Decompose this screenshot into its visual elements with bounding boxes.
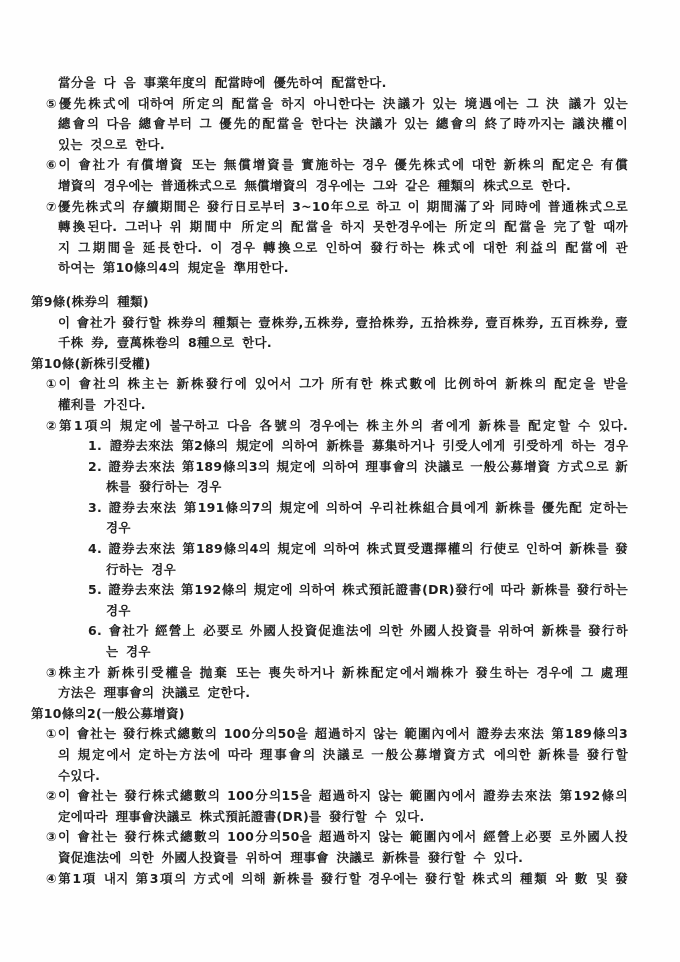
list-item-continuation: 株를 發行하는 경우 xyxy=(106,479,222,495)
text-line: 의 規定에서 定하는方法에 따라 理事會의 決議로 一般公募增資方式 에의한 新株를 發行할 xyxy=(58,747,628,762)
text-line: 總會의 다음 總會부터 그 優先的配當을 한다는 決議가 있는 總會의 終了時까지는 議決權이 xyxy=(58,116,628,132)
list-item: 5. 證券去來法 第192條의 規定에 의하여 株式預託證書(DR)發行에 따라 新株를 發行하는 xyxy=(88,582,628,598)
text-line: ⑥이 會社가 有償增資 또는 無償增資를 實施하는 경우 優先株式에 대한 新株의 配定은 有償 xyxy=(46,157,628,173)
text-line: 資促進法에 의한 外國人投資를 위하여 理事會 決議로 新株를 發行할 수 있다. xyxy=(58,849,524,865)
text-line: 權利를 가진다. xyxy=(58,396,146,412)
text-line: ③株主가 新株引受權을 抛棄 또는 喪失하거나 新株配定에서端株가 發生하는 경우에 그 處理 xyxy=(46,664,628,680)
text-line: 이 會社가 發行할 株券의 種類는 壹株券,五株券, 壹拾株券, 五拾株券, 壹百株券, 五百株券, 壹 xyxy=(58,314,628,330)
list-item: 2. 證券去來法 第189條의3의 規定에 의하여 理事會의 決議로 一般公募增資 方式으로 新 xyxy=(88,458,628,474)
text-line: 하여는 第10條의4의 規定을 準用한다. xyxy=(58,260,289,276)
text-line: 있는 것으로 한다. xyxy=(58,136,165,152)
text-line: 千株 券, 壹萬株卷의 8種으로 한다. xyxy=(58,335,272,351)
article-heading: 第10條의2(一般公募增資) xyxy=(31,705,185,721)
text-line: ③이 會社는 發行株式總數의 100分의50을 超過하지 않는 範圍內에서 經營上必要 로外國人投 xyxy=(46,829,628,845)
text-line: ②第1項의 規定에 불구하고 다음 各號의 경우에는 株主外의 者에게 新株를 配定할 수 있다. xyxy=(46,417,628,433)
text-line: ⑤優先株式에 대하여 所定의 配當을 하지 아니한다는 決議가 있는 境遇에는 그 決 議가 있는 xyxy=(46,95,628,111)
text-line: 수있다. xyxy=(58,767,101,783)
text-line: 지 그期間을 延長한다. 이 경우 轉換으로 인하여 發行하는 株式에 대한 利益의 配當에 관 xyxy=(58,239,628,255)
list-item: 4. 證券去來法 第189條의4의 規定에 의하여 株式買受選擇權의 行使로 인하여 新株를 發 xyxy=(88,541,628,557)
text-line: 方法은 理事會의 決議로 定한다. xyxy=(58,685,251,701)
list-item: 3. 證券去來法 第191條의7의 規定에 의하여 우리社株組合員에게 新株를 優先配 定하는 xyxy=(88,499,628,515)
text-line: ②이 會社는 發行株式總數의 100分의15을 超過하지 않는 範圍內에서 證券去來法 第192條의 xyxy=(46,788,628,804)
list-item-continuation: 行하는 경우 xyxy=(106,561,176,577)
text-line: ①이 會社는 發行株式總數의 100分의50을 超過하지 않는 範圍內에서 證券去來法 第189條의3 xyxy=(46,726,628,742)
text-line: 定에따라 理事會決議로 株式預託證書(DR)를 發行할 수 있다. xyxy=(58,808,425,824)
list-item-continuation: 는 경우 xyxy=(106,644,151,660)
text-line: ⑦優先株式의 存續期間은 發行日로부터 3~10年으로 하고 이 期間滿了와 同時에 普通株式으로 xyxy=(46,198,628,214)
list-item-continuation: 경우 xyxy=(106,602,131,618)
text-line: 轉換된다. 그러나 위 期間中 所定의 配當을 하지 못한경우에는 所定의 配當을 完了할 때까 xyxy=(58,219,628,235)
article-heading: 第10條(新株引受權) xyxy=(31,355,151,371)
text-line: 當分을 다 음 事業年度의 配當時에 優先하여 配當한다. xyxy=(58,75,387,90)
text-line: 增資의 경우에는 普通株式으로 無償增資의 경우에는 그와 같은 種類의 株式으로 한다. xyxy=(58,177,571,193)
paragraph-gap xyxy=(0,279,680,292)
list-item: 1. 證券去來法 第2條의 規定에 의하여 新株를 募集하거나 引受人에게 引受하게 하는 경우 xyxy=(88,438,629,454)
text-line: ①이 會社의 株主는 新株發行에 있어서 그가 所有한 株式數에 比例하여 新株의 配定을 받을 xyxy=(46,376,628,392)
list-item: 6. 會社가 經營上 必要로 外國人投資促進法에 의한 外國人投資를 위하여 新株를 發行하 xyxy=(88,623,628,639)
list-item-continuation: 경우 xyxy=(106,520,131,536)
article-heading: 第9條(株券의 種類) xyxy=(31,293,149,309)
text-line: ④第1項 내지 第3項의 方式에 의해 新株를 發行할 경우에는 發行할 株式의 種類 와 數 및 發 xyxy=(46,870,628,886)
